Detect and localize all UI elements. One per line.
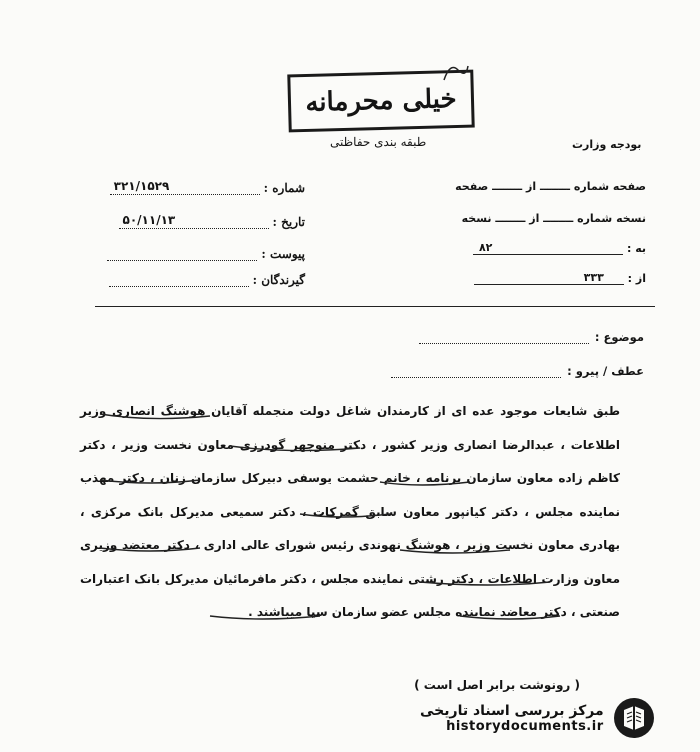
stamp-text: خیلی محرمانه: [304, 84, 458, 118]
number-label: شماره :: [263, 181, 305, 195]
from-label: از :: [627, 272, 646, 285]
to-label: به :: [626, 242, 646, 255]
ministry-label: بودجه وزارت: [572, 138, 642, 151]
body-paragraph: طبق شایعات موجود عده ای از کارمندان شاغل دولت منجمله آقایان هوشنگ انصاری وزیر اطلاعات ، عبدالرضا انصاری وزیر کشور ، دکتر منوچهر گودرزی معاون نخست وزیر ، دکتر کاظم زاده معاون سازمان برنامه ، خانم حشمت یوسفی دبیرکل سازمان زنان ، دکتر مهذب نماینده مجلس ، دکتر کیانپور معاون سابق گمرکات ، دکتر سمیعی مدیرکل بانک مرکزی ، بهادری معاون نخست وزیر ، هوشنگ نهوندی رئیس شورای عالی اداری ، دکتر معتضد وزیری معاون وزارت اطلاعات ، دکتر رشتی نماینده مجلس ، دکتر مافرمائیان مدیرکل بانک اعتبارات صنعتی ، دکتر معاضد نماینده مجلس عضو سازمان سیا میباشند .: [80, 404, 620, 619]
date-value: ۵۰/۱۱/۱۳: [122, 213, 176, 227]
page-number-text: صفحه شماره ــــــــ از ــــــــ صفحه: [455, 180, 646, 193]
attachment-label: پیوست :: [261, 247, 305, 261]
recipients-line: [109, 270, 249, 287]
to-line: [473, 242, 623, 255]
stamp-mark: [440, 60, 470, 84]
page-number-field: [455, 180, 646, 193]
to-value: ۸۲: [478, 241, 493, 254]
watermark-text-block: [420, 703, 604, 734]
reference-label: عطف / پیرو :: [567, 364, 644, 378]
archive-logo-icon: [612, 696, 656, 740]
from-field: [470, 272, 646, 285]
copy-number-text: نسخه شماره ــــــــ از ــــــــ نسخه: [461, 212, 646, 225]
classification-label: طبقه بندی حفاظتی: [330, 135, 427, 149]
number-field: [100, 178, 305, 195]
attachment-field: [100, 244, 305, 261]
watermark-title: مرکز بررسی اسناد تاریخی: [420, 702, 604, 719]
attachment-line: [107, 244, 257, 261]
number-line: [110, 178, 260, 195]
subject-line: [419, 331, 589, 344]
archive-watermark: [420, 690, 690, 746]
date-field: [100, 212, 305, 229]
date-line: [119, 212, 269, 229]
to-field: [469, 242, 646, 255]
subject-field: [419, 330, 644, 344]
copy-certification-note: ( رونوشت برابر اصل است ): [414, 678, 580, 692]
recipients-field: [100, 270, 305, 287]
copy-number-field: [462, 212, 646, 225]
watermark-url: historydocuments.ir: [446, 718, 604, 734]
handwritten-underlines: [90, 410, 650, 670]
recipients-label: گیرندگان :: [252, 273, 305, 287]
subject-label: موضوع :: [594, 330, 644, 344]
number-value: ۳۲۱/۱۵۲۹: [113, 179, 170, 193]
date-label: تاریخ :: [272, 215, 305, 229]
reference-line: [391, 365, 561, 378]
header-divider: [95, 306, 655, 307]
from-value: ۳۳۳: [583, 271, 604, 284]
reference-field: [391, 364, 644, 378]
from-line: [474, 272, 624, 285]
